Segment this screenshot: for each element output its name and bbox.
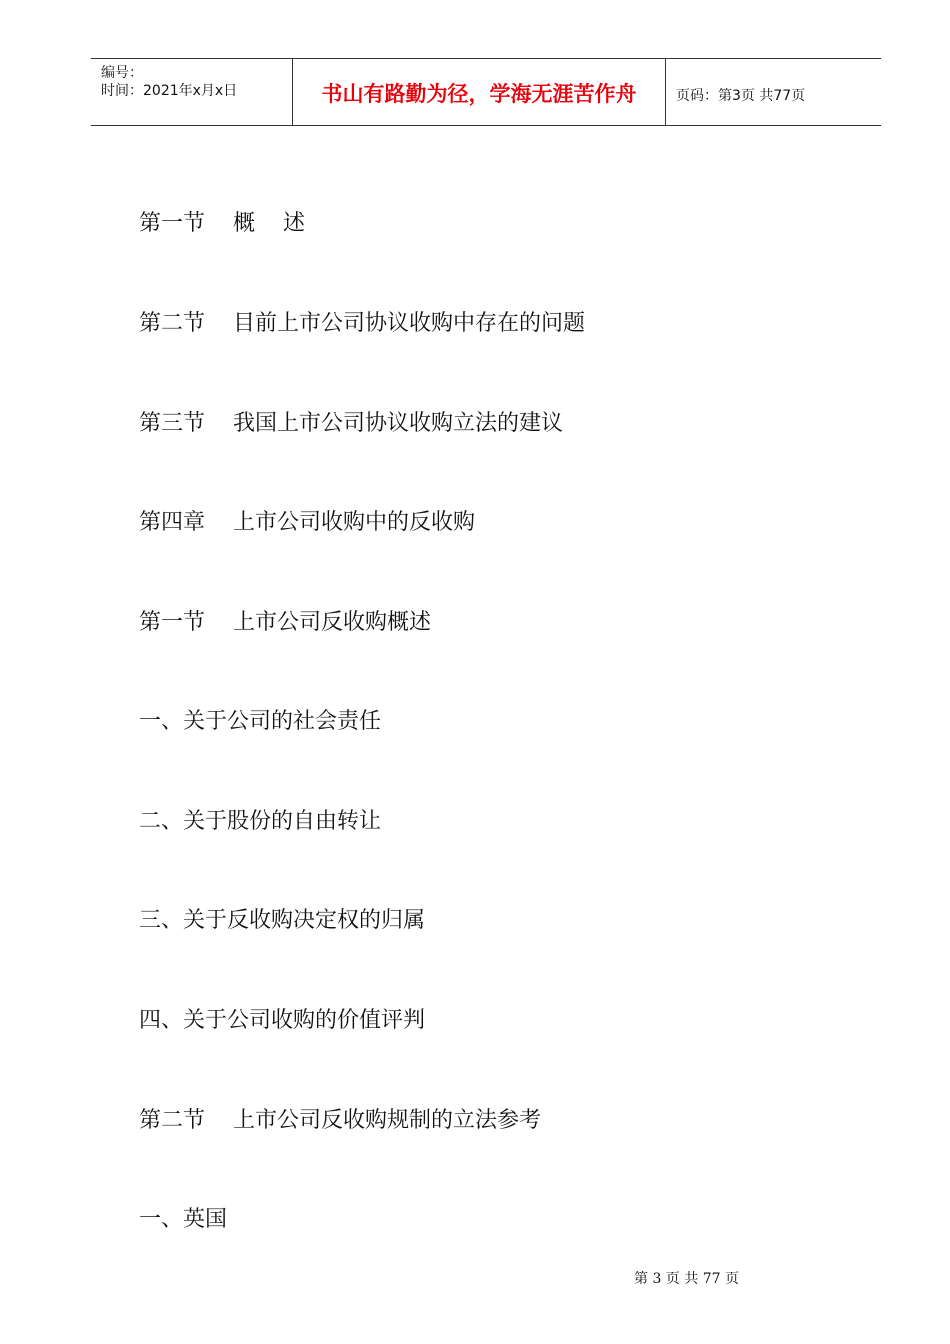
- toc-item: 四、关于公司收购的价值评判: [139, 1008, 426, 1033]
- header-bottom-rule: [91, 125, 881, 126]
- toc-item: 一、关于公司的社会责任: [139, 709, 382, 734]
- header-page-info: 页码：第3页 共77页: [676, 88, 806, 104]
- header-number-label: 编号：: [101, 65, 143, 81]
- header-divider-left: [292, 58, 293, 125]
- toc-item: 第三节 我国上市公司协议收购立法的建议: [139, 411, 563, 436]
- header-divider-right: [665, 58, 666, 125]
- toc-item: 第二节 上市公司反收购规制的立法参考: [139, 1108, 541, 1133]
- header-top-rule: [91, 58, 881, 59]
- header-time-label: 时间：2021年x月x日: [101, 83, 238, 99]
- toc-item: 第二节 目前上市公司协议收购中存在的问题: [139, 311, 585, 336]
- toc-item: 三、关于反收购决定权的归属: [139, 908, 426, 933]
- page-footer: 第 3 页 共 77 页: [634, 1271, 739, 1287]
- toc-item: 第一节 上市公司反收购概述: [139, 610, 431, 635]
- toc-item: 二、关于股份的自由转让: [139, 809, 382, 834]
- header-motto: 书山有路勤为径，学海无涯苦作舟: [321, 82, 637, 106]
- toc-item: 一、英国: [139, 1207, 228, 1232]
- toc-item: 第四章 上市公司收购中的反收购: [139, 510, 475, 535]
- toc-item: 第一节 概 述: [139, 211, 305, 236]
